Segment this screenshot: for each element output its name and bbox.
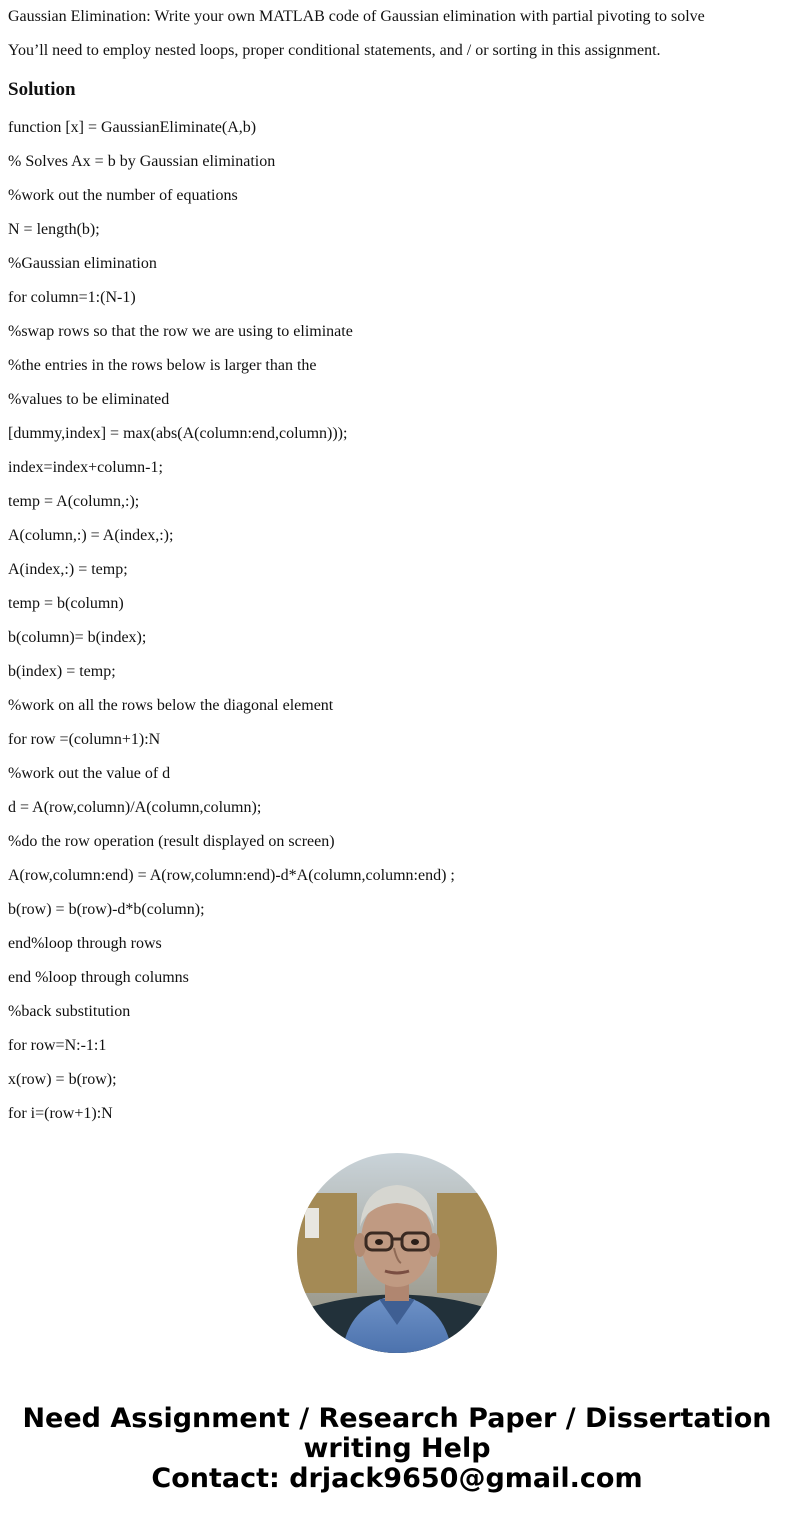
- code-line: function [x] = GaussianEliminate(A,b): [8, 119, 257, 136]
- code-line: d = A(row,column)/A(column,column);: [8, 799, 262, 816]
- code-line: N = length(b);: [8, 221, 100, 238]
- code-line: temp = A(column,:);: [8, 493, 140, 510]
- code-line: b(row) = b(row)-d*b(column);: [8, 901, 205, 918]
- promo-banner: [0, 1404, 794, 1494]
- code-line: %do the row operation (result displayed on screen): [8, 833, 335, 850]
- code-line: end%loop through rows: [8, 935, 162, 952]
- code-line: %work out the number of equations: [8, 187, 238, 204]
- solution-code-list: [8, 119, 455, 1139]
- code-line: %swap rows so that the row we are using to eliminate: [8, 323, 353, 340]
- code-line: %Gaussian elimination: [8, 255, 157, 272]
- code-line: end %loop through columns: [8, 969, 189, 986]
- code-line: A(index,:) = temp;: [8, 561, 128, 578]
- code-line: x(row) = b(row);: [8, 1071, 117, 1088]
- code-line: temp = b(column): [8, 595, 124, 612]
- promo-line-1: Need Assignment / Research Paper / Dissertation: [22, 1403, 772, 1434]
- code-line: %values to be eliminated: [8, 391, 170, 408]
- person-portrait-icon: [297, 1153, 497, 1353]
- code-line: %back substitution: [8, 1003, 131, 1020]
- code-line: for column=1:(N-1): [8, 289, 136, 306]
- code-line: b(column)= b(index);: [8, 629, 147, 646]
- code-line: %work on all the rows below the diagonal element: [8, 697, 334, 714]
- question-line-2: You’ll need to employ nested loops, proper conditional statements, and / or sorting in this assignment.: [8, 42, 661, 59]
- author-avatar: [297, 1153, 497, 1353]
- code-line: for row=N:-1:1: [8, 1037, 107, 1054]
- code-line: for row =(column+1):N: [8, 731, 161, 748]
- solution-heading: Solution: [8, 79, 76, 100]
- code-line: %the entries in the rows below is larger than the: [8, 357, 317, 374]
- code-line: index=index+column-1;: [8, 459, 163, 476]
- question-line-1: Gaussian Elimination: Write your own MATLAB code of Gaussian elimination with partial pivoting to solve: [8, 8, 705, 25]
- promo-line-2: writing Help: [303, 1433, 491, 1464]
- code-line: [dummy,index] = max(abs(A(column:end,column)));: [8, 425, 348, 442]
- code-line: % Solves Ax = b by Gaussian elimination: [8, 153, 276, 170]
- code-line: A(row,column:end) = A(row,column:end)-d*A(column,column:end) ;: [8, 867, 455, 884]
- code-line: for i=(row+1):N: [8, 1105, 113, 1122]
- code-line: A(column,:) = A(index,:);: [8, 527, 174, 544]
- promo-contact: Contact: drjack9650@gmail.com: [151, 1463, 643, 1494]
- code-line: b(index) = temp;: [8, 663, 116, 680]
- code-line: %work out the value of d: [8, 765, 171, 782]
